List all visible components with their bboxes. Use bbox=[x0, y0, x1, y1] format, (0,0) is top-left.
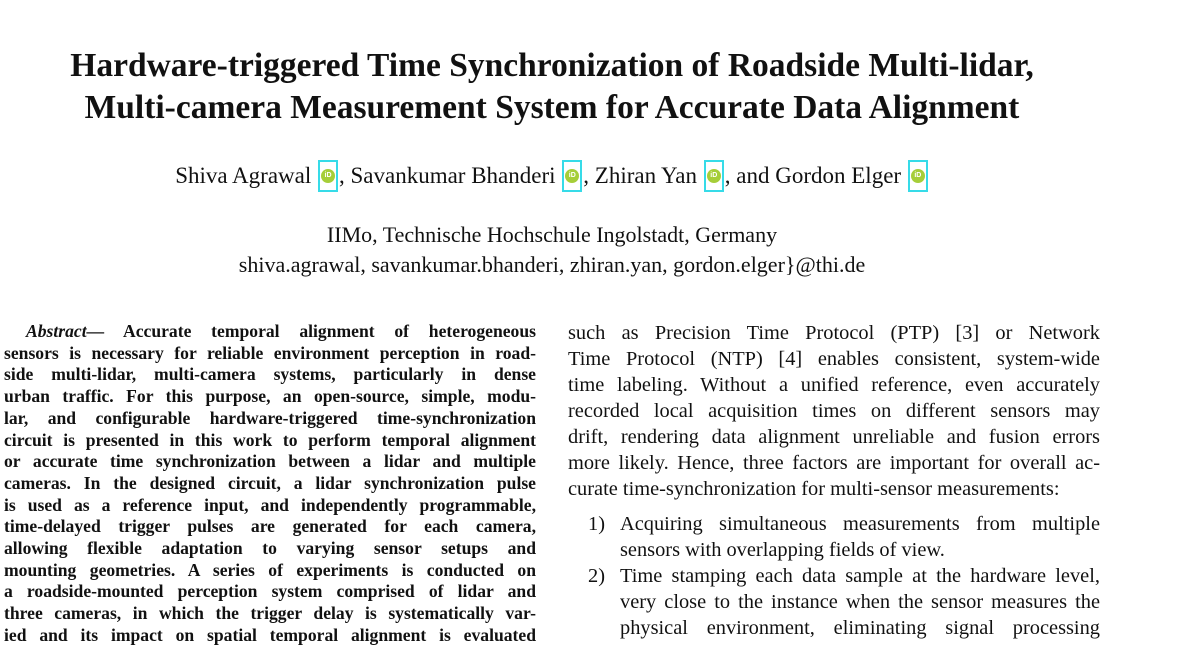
list-line: Acquiring simultaneous measurements from multiple bbox=[620, 513, 1100, 535]
list-item bbox=[568, 511, 1100, 563]
abstract-line: circuit is presented in this work to perform temporal alignment bbox=[4, 429, 536, 450]
abstract-line: time-delayed trigger pulses are generated for each camera, bbox=[4, 516, 536, 537]
author-separator: , and bbox=[724, 163, 776, 188]
paper-title bbox=[0, 45, 1104, 129]
list-line: very close to the instance when the sensor measures the bbox=[620, 591, 1100, 613]
author-name: Zhiran Yan bbox=[594, 163, 698, 188]
abstract-line: is used as a reference input, and independently programmable, bbox=[4, 494, 536, 515]
orcid-icon: iD bbox=[565, 169, 579, 183]
abstract-line: sensors is necessary for reliable environment perception in road- bbox=[4, 342, 536, 363]
orcid-link[interactable] bbox=[908, 160, 928, 192]
list-number: 1) bbox=[588, 513, 605, 535]
abstract-line: side multi-lidar, multi-camera systems, particularly in dense bbox=[4, 364, 536, 385]
list-item bbox=[568, 563, 1100, 641]
body-line: Time Protocol (NTP) [4] enables consistent, system-wide bbox=[568, 348, 1100, 370]
list-line: physical environment, eliminating signal processing bbox=[620, 617, 1100, 639]
abstract-line: a roadside-mounted perception system comprised of lidar and bbox=[4, 581, 536, 602]
orcid-link[interactable] bbox=[318, 160, 338, 192]
orcid-icon: iD bbox=[321, 169, 335, 183]
abstract-line: urban traffic. For this purpose, an open-source, simple, modu- bbox=[4, 386, 536, 407]
body-line: curate time-synchronization for multi-sensor measurements: bbox=[568, 478, 1060, 500]
author-name: Savankumar Bhanderi bbox=[350, 163, 556, 188]
author-name: Gordon Elger bbox=[775, 163, 902, 188]
body-line: drift, rendering data alignment unreliable and fusion errors bbox=[568, 426, 1100, 448]
orcid-icon: iD bbox=[911, 169, 925, 183]
body-line: such as Precision Time Protocol (PTP) [3] or Network bbox=[568, 322, 1100, 344]
abstract-line: allowing flexible adaptation to varying sensor setups and bbox=[4, 538, 536, 559]
affiliation: IIMo, Technische Hochschule Ingolstadt, Germany bbox=[326, 222, 778, 247]
body-line: more likely. Hence, three factors are important for overall ac- bbox=[568, 452, 1100, 474]
abstract-line: ied and its impact on spatial temporal alignment is evaluated bbox=[4, 624, 536, 645]
orcid-link[interactable] bbox=[562, 160, 582, 192]
abstract-line: mounting geometries. A series of experiments is conducted on bbox=[4, 559, 536, 580]
body-line: time labeling. Without a unified reference, even accurately bbox=[568, 374, 1100, 396]
author-list bbox=[0, 160, 1104, 194]
author-name: Shiva Agrawal bbox=[175, 163, 312, 188]
author-emails: shiva.agrawal, savankumar.bhanderi, zhiran.yan, gordon.elger}@thi.de bbox=[238, 252, 866, 277]
list-number: 2) bbox=[588, 565, 605, 587]
author-separator: , bbox=[583, 163, 595, 188]
title-line: Hardware-triggered Time Synchronization of Roadside Multi-lidar, bbox=[70, 47, 1034, 84]
body-column bbox=[568, 320, 1100, 641]
orcid-link[interactable] bbox=[704, 160, 724, 192]
intro-paragraph bbox=[568, 320, 1100, 502]
author-separator: , bbox=[339, 163, 351, 188]
abstract-line: cameras. In the designed circuit, a lidar synchronization pulse bbox=[4, 472, 536, 493]
abstract-label: Abstract— bbox=[26, 321, 105, 341]
body-line: recorded local acquisition times on different sensors may bbox=[568, 400, 1100, 422]
affiliation-block bbox=[0, 220, 1104, 280]
abstract-line: Abstract— Accurate temporal alignment of heterogeneous bbox=[26, 321, 536, 341]
numbered-list bbox=[568, 511, 1100, 641]
abstract-line: or accurate time synchronization between a lidar and multiple bbox=[4, 451, 536, 472]
orcid-icon: iD bbox=[707, 169, 721, 183]
abstract-column bbox=[4, 321, 536, 647]
abstract-line: three cameras, in which the trigger delay is systematically var- bbox=[4, 603, 536, 624]
abstract-line: lar, and configurable hardware-triggered time-synchronization bbox=[4, 407, 536, 428]
list-line: sensors with overlapping fields of view. bbox=[620, 539, 945, 561]
title-line: Multi-camera Measurement System for Accurate Data Alignment bbox=[84, 89, 1020, 126]
list-line: Time stamping each data sample at the hardware level, bbox=[620, 565, 1100, 587]
